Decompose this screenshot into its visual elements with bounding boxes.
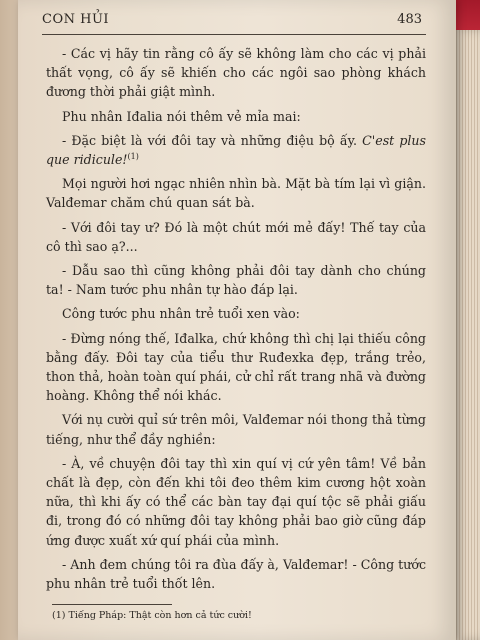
paragraph: - À, về chuyện đôi tay thì xin quí vị cứ yên tâm! Về bản chất là đẹp, còn đến khi tôi đeo thêm kim cương hột xoàn nữa, thì khi ấy có thể các bàn tay đại quí tộc sẽ phải giấu đi, trong đó có những đôi tay không phải bao giờ cũng đáp ứng được xuất xứ quí phái của mình. xyxy=(46,455,426,548)
paragraph: Mọi người hơi ngạc nhiên nhìn bà. Mặt bà tím lại vì giận. Valđemar chăm chú quan sát bà. xyxy=(46,176,426,211)
paragraph: - Anh đem chúng tôi ra đùa đấy à, Valđemar! - Công tước phu nhân trẻ tuổi thốt lên. xyxy=(46,556,426,592)
header-rule xyxy=(42,34,426,35)
page-header xyxy=(42,12,422,32)
paragraph: - Các vị hãy tin rằng cô ấy sẽ không làm cho các vị phải thất vọng, cô ấy sẽ khiến cho các ngôi sao phòng khách đương thời phải giật mình. xyxy=(46,46,426,100)
paragraph: - Dẫu sao thì cũng không phải đôi tay dành cho chúng ta! - Nam tước phu nhân tự hào đáp lại. xyxy=(46,263,426,298)
footnote: (1) Tiếng Pháp: Thật còn hơn cả tức cười! xyxy=(52,610,252,621)
page-edges xyxy=(454,30,480,640)
body-text xyxy=(46,44,426,598)
book-page xyxy=(18,0,456,640)
paragraph-main-text: - Đặc biệt là với đôi tay và những điệu bộ ấy. xyxy=(62,132,363,148)
paragraph: Công tước phu nhân trẻ tuổi xen vào: xyxy=(62,306,300,322)
running-title: CON HỦI xyxy=(42,12,110,27)
footnote-rule xyxy=(52,604,172,605)
paragraph: Phu nhân Iđalia nói thêm vẻ mỉa mai: xyxy=(62,108,301,124)
french-phrase: C'est plus que ridicule! xyxy=(46,132,426,168)
page-number: 483 xyxy=(397,12,422,27)
paragraph: - Với đôi tay ư? Đó là một chút mới mẻ đấy! Thế tay của cô thì sao ạ?... xyxy=(46,219,426,254)
paragraph xyxy=(46,131,426,169)
footnote-mark: (1) xyxy=(127,151,139,161)
paragraph: Với nụ cười quỉ sứ trên môi, Valđemar nói thong thả từng tiếng, như thể đầy nghiền: xyxy=(46,412,426,447)
paragraph: - Đừng nóng thế, Iđalka, chứ không thì chị lại thiếu công bằng đấy. Đôi tay của tiểu thư Ruđexka đẹp, trắng trẻo, thon thả, hoàn toàn quí phái, cử chỉ rất trang nhã và đường hoàng. Không thể nói khác. xyxy=(46,330,426,404)
